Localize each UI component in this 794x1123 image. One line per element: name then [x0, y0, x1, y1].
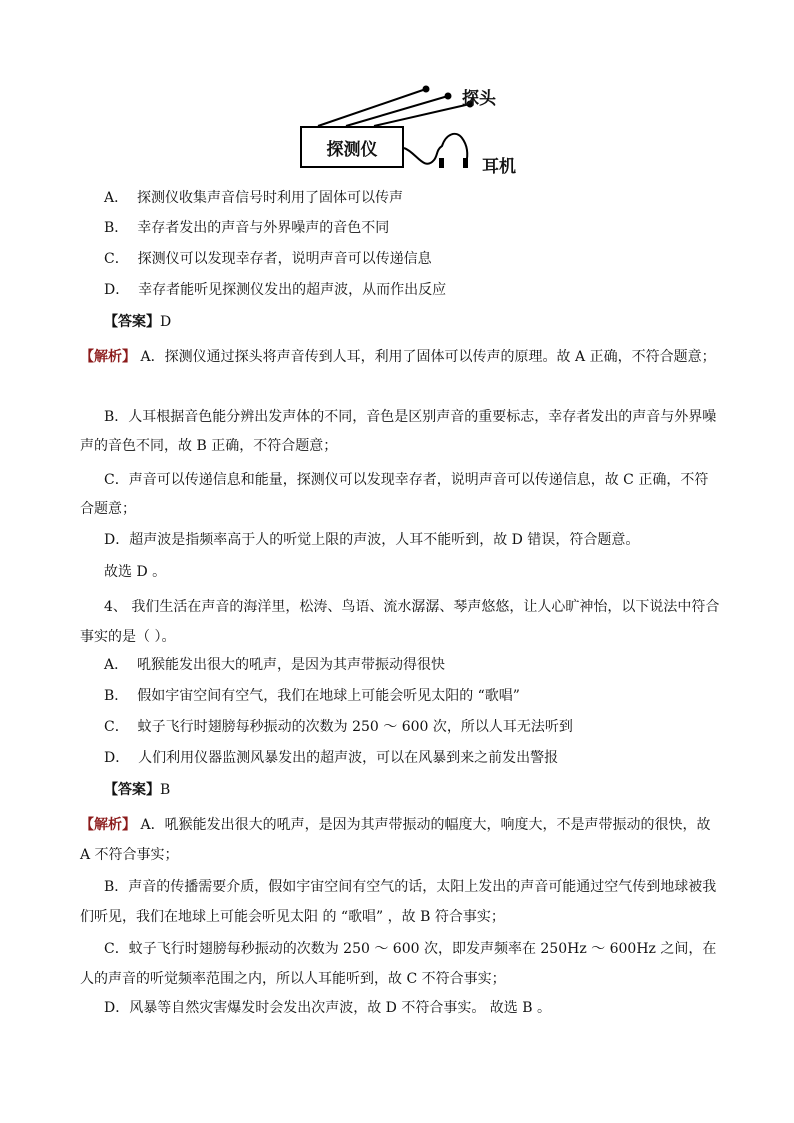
q3-analysis-d: D．超声波是指频率高于人的听觉上限的声波，人耳不能听到，故 D 错误，符合题意。	[104, 532, 640, 548]
q4-stem: 4、 我们生活在声音的海洋里，松涛、鸟语、流水潺潺、琴声悠悠，让人心旷神怡，以下说法中符合事实的是（ ）。	[80, 599, 720, 645]
q4-answer: 【答案】B	[104, 782, 171, 798]
q3-option-c: C． 探测仪可以发现幸存者，说明声音可以传递信息	[104, 251, 432, 267]
q3-conclusion: 故选 D 。	[104, 564, 167, 580]
q3-option-d: D． 幸存者能听见探测仪发出的超声波，从而作出反应	[104, 282, 447, 298]
q4-option-d: D． 人们利用仪器监测风暴发出的超声波，可以在风暴到来之前发出警报	[104, 750, 559, 766]
q4-option-c: C． 蚊子飞行时翅膀每秒振动的次数为 250 ～ 600 次，所以人耳无法听到	[104, 719, 573, 735]
q4-option-b: B． 假如宇宙空间有空气，我们在地球上可能会听见太阳的 “歌唱”	[104, 688, 520, 704]
q4-analysis-c: C．蚊子飞行时翅膀每秒振动的次数为 250 ～ 600 次，即发声频率在 250Hz ～ 600Hz 之间，在人的声音的听觉频率范围之内，所以人耳能听到，故 C 不符合事实；	[80, 941, 717, 987]
q4-analysis-d: D．风暴等自然灾害爆发时会发出次声波，故 D 不符合事实。 故选 B 。	[104, 1000, 551, 1016]
probe-label: 探头	[462, 89, 496, 109]
q4-analysis-b: B．声音的传播需要介质，假如宇宙空间有空气的话，太阳上发出的声音可能通过空气传到地球被我们听见，我们在地球上可能会听见太阳 的 “歌唱” ，故 B 符合事实；	[80, 879, 717, 925]
q4-option-a: A． 吼猴能发出很大的吼声，是因为其声带振动得很快	[104, 657, 446, 673]
q3-analysis-c: C．声音可以传递信息和能量，探测仪可以发现幸存者，说明声音可以传递信息，故 C 正确，不符合题意；	[80, 472, 709, 517]
earphone-label: 耳机	[482, 157, 516, 177]
q3-option-b: B． 幸存者发出的声音与外界噪声的音色不同	[104, 220, 390, 236]
q3-option-a: A． 探测仪收集声音信号时利用了固体可以传声	[104, 190, 404, 206]
q3-analysis-a: 【解析】 A．探测仪通过探头将声音传到人耳，利用了固体可以传声的原理。故 A 正确，不符合题意；	[80, 349, 716, 365]
q4-analysis-a: 【解析】 A．吼猴能发出很大的吼声，是因为其声带振动的幅度大，响度大，不是声带振动的很快，故 A 不符合事实；	[80, 817, 711, 863]
q3-answer: 【答案】D	[104, 314, 172, 330]
detector-diagram	[296, 80, 536, 176]
q3-analysis-b: B．人耳根据音色能分辨出发声体的不同，音色是区别声音的重要标志，幸存者发出的声音与外界噪声的音色不同，故 B 正确，不符合题意；	[80, 409, 717, 454]
detector-box: 探测仪	[300, 126, 404, 168]
